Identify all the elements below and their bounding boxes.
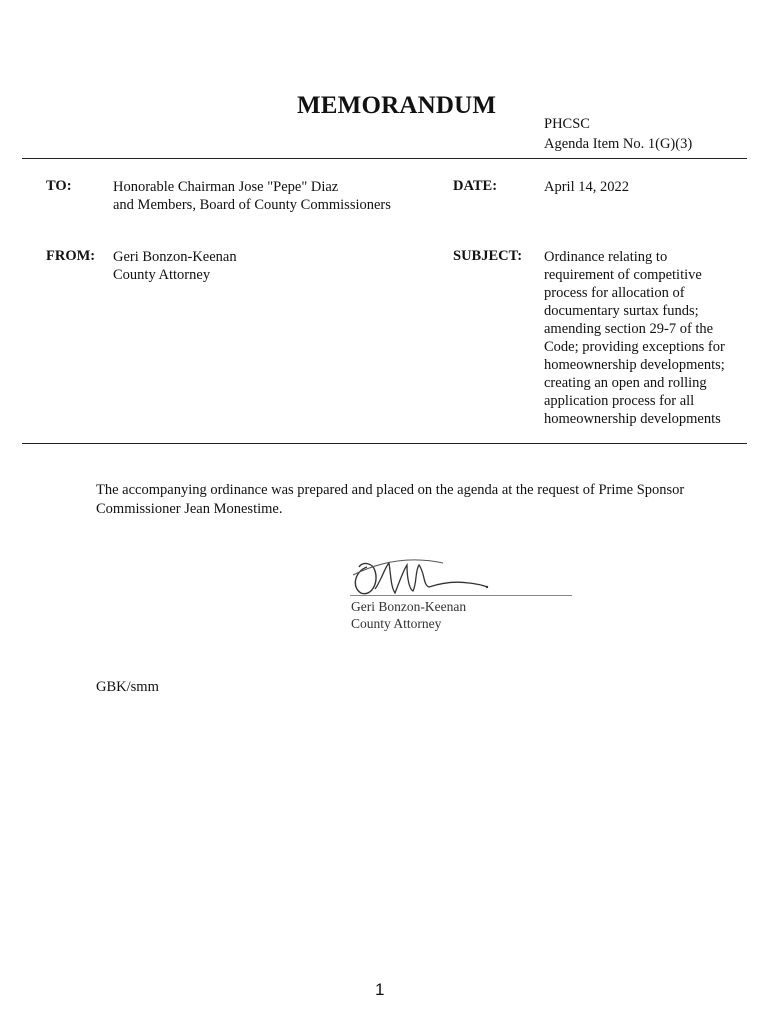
subject-line: creating an open and rolling	[544, 375, 707, 391]
agenda-meta	[544, 114, 692, 154]
from-line: Geri Bonzon-Keenan	[113, 249, 237, 265]
agenda-item-number: Agenda Item No. 1(G)(3)	[544, 136, 693, 152]
subject-line: application process for all	[544, 393, 695, 409]
subject-line: requirement of competitive	[544, 267, 702, 283]
subject-line: homeownership developments	[544, 411, 721, 427]
to-line: and Members, Board of County Commissioners	[113, 197, 391, 213]
top-divider	[22, 158, 747, 159]
date-value: April 14, 2022	[544, 179, 629, 195]
body-paragraph: The accompanying ordinance was prepared and placed on the agenda at the request of Prime Sponsor Commissioner Jean Monestime.	[96, 482, 685, 517]
subject-label: SUBJECT:	[453, 248, 523, 264]
bottom-divider	[22, 443, 747, 444]
signer-name: Geri Bonzon-Keenan	[351, 599, 467, 614]
memo-title: MEMORANDUM	[297, 92, 497, 119]
from-label: FROM:	[46, 248, 96, 264]
signature-line	[350, 595, 572, 596]
page-number: 1	[375, 980, 385, 999]
from-line: County Attorney	[113, 267, 211, 283]
reference-initials: GBK/smm	[96, 679, 159, 695]
subject-line: Code; providing exceptions for	[544, 339, 725, 355]
committee-code: PHCSC	[544, 116, 590, 132]
signature-block	[351, 598, 466, 632]
to-line: Honorable Chairman Jose "Pepe" Diaz	[113, 179, 339, 195]
subject-text	[544, 248, 744, 428]
subject-line: documentary surtax funds;	[544, 303, 699, 319]
signer-title: County Attorney	[351, 616, 442, 631]
subject-line: homeownership developments;	[544, 357, 725, 373]
subject-line: Ordinance relating to	[544, 249, 668, 265]
date-label: DATE:	[453, 178, 498, 194]
to-label: TO:	[46, 178, 72, 194]
subject-line: process for allocation of	[544, 285, 685, 301]
subject-line: amending section 29-7 of the	[544, 321, 714, 337]
from-sender	[113, 248, 237, 284]
to-recipients	[113, 178, 391, 214]
signature-scribble	[345, 553, 495, 599]
